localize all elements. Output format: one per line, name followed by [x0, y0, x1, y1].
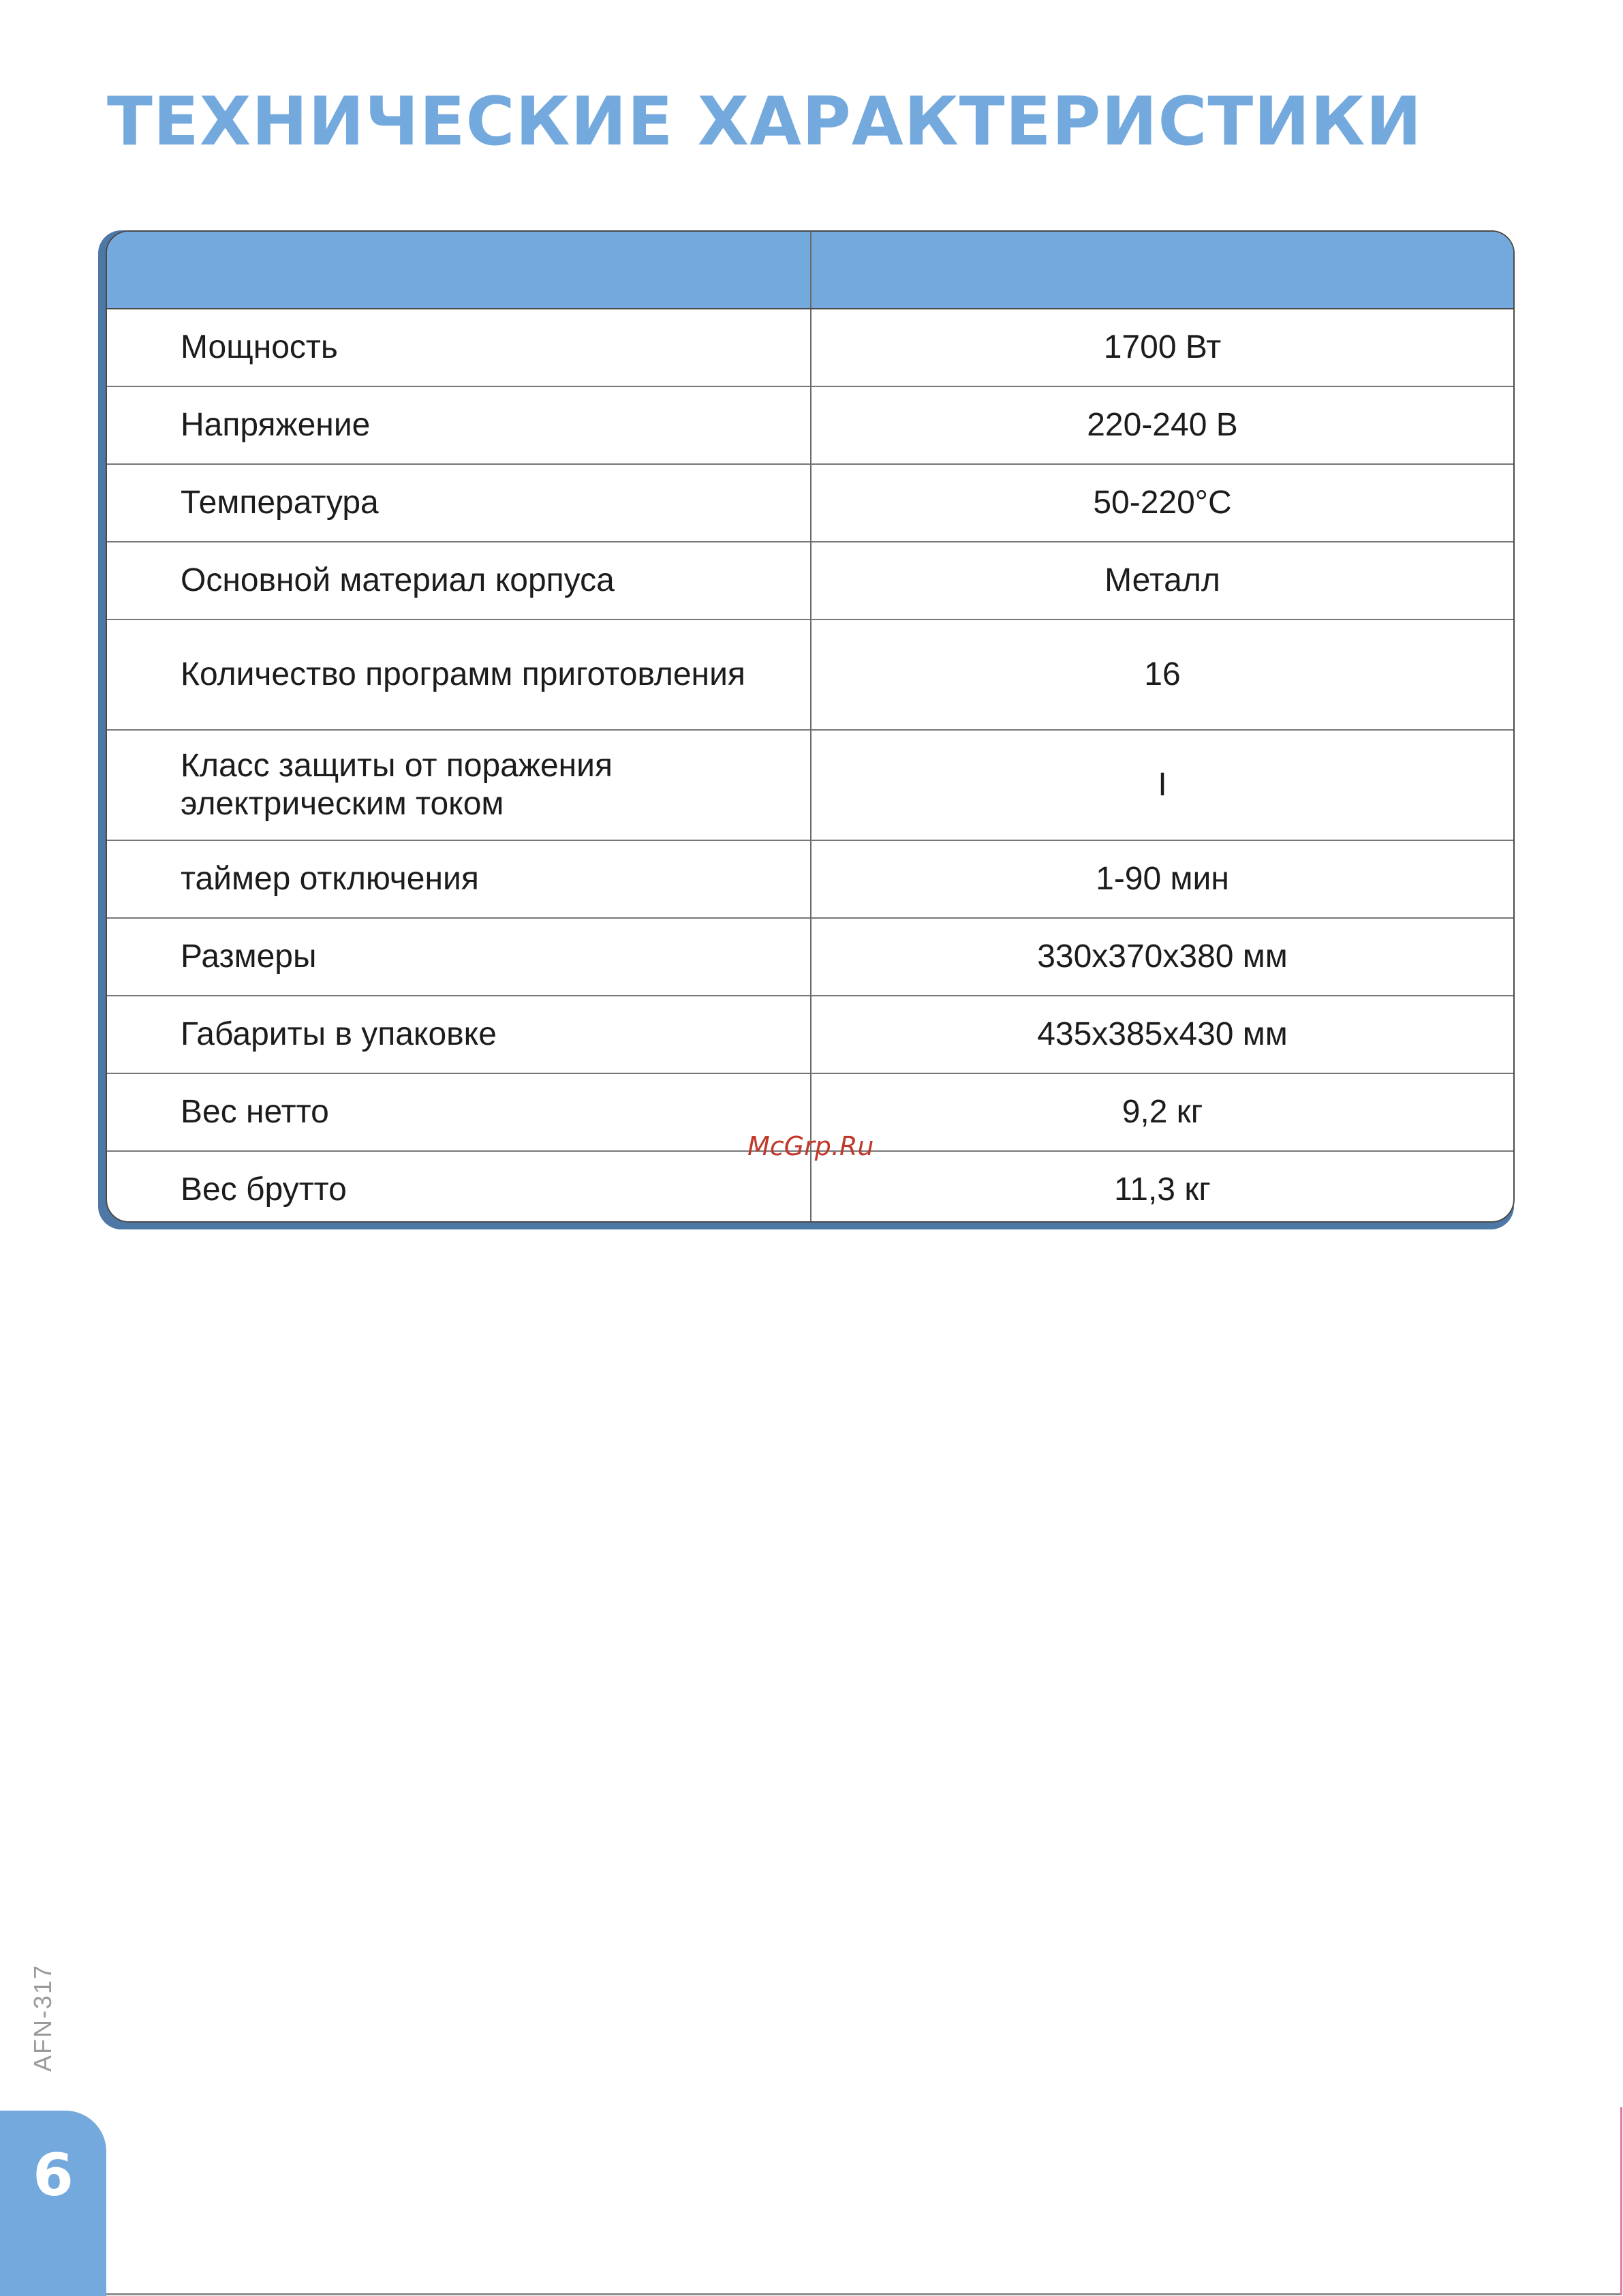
spec-label: Размеры: [107, 918, 811, 996]
spec-label: Температура: [107, 464, 811, 542]
spec-value: Металл: [811, 542, 1513, 619]
spec-row-gross-weight: [107, 1151, 1513, 1223]
spec-value: 11,3 кг: [811, 1151, 1513, 1223]
spec-header-cell-value: [811, 232, 1513, 309]
spec-header-cell-parameter: [107, 232, 811, 309]
spec-table: [107, 232, 1513, 1223]
spec-value: I: [811, 730, 1513, 840]
model-code: AFN-317: [29, 1963, 57, 2072]
spec-row-program-count: [107, 619, 1513, 730]
spec-value: 435х385х430 мм: [811, 996, 1513, 1073]
spec-label: Класс защиты от поражения электрическим током: [107, 730, 811, 840]
page-title: ТЕХНИЧЕСКИЕ ХАРАКТЕРИСТИКИ: [107, 83, 1423, 161]
spec-label: Напряжение: [107, 386, 811, 464]
spec-value: 330х370х380 мм: [811, 918, 1513, 996]
spec-label: Мощность: [181, 329, 338, 365]
spec-row-body-material: [107, 542, 1513, 619]
bottom-divider: [106, 2293, 1620, 2295]
spec-table-container: [106, 230, 1515, 1223]
page-number: 6: [33, 2141, 74, 2209]
spec-row-power: [107, 309, 1513, 386]
spec-value: 50-220°C: [811, 464, 1513, 542]
watermark: McGrp.Ru: [747, 1131, 874, 1161]
spec-label: Габариты в упаковке: [107, 996, 811, 1073]
spec-label: Вес брутто: [107, 1151, 811, 1223]
spec-label: таймер отключения: [107, 840, 811, 918]
spec-value: 9,2 кг: [811, 1073, 1513, 1151]
spec-table-header-row: [107, 232, 1513, 309]
spec-value: 1-90 мин: [811, 840, 1513, 918]
spec-label: Количество программ приготовления: [107, 619, 811, 730]
spec-row-shutoff-timer: [107, 840, 1513, 918]
spec-value: 1700 Вт: [811, 309, 1513, 386]
spec-value: 16: [811, 619, 1513, 730]
right-edge-mark: [1620, 2107, 1622, 2295]
spec-row-package-dimensions: [107, 996, 1513, 1073]
spec-row-voltage: [107, 386, 1513, 464]
spec-value: 220-240 В: [811, 386, 1513, 464]
spec-row-protection-class: [107, 730, 1513, 840]
spec-row-temperature: [107, 464, 1513, 542]
spec-label: Вес нетто: [107, 1073, 811, 1151]
spec-label: Основной материал корпуса: [107, 542, 811, 619]
spec-row-dimensions: [107, 918, 1513, 996]
